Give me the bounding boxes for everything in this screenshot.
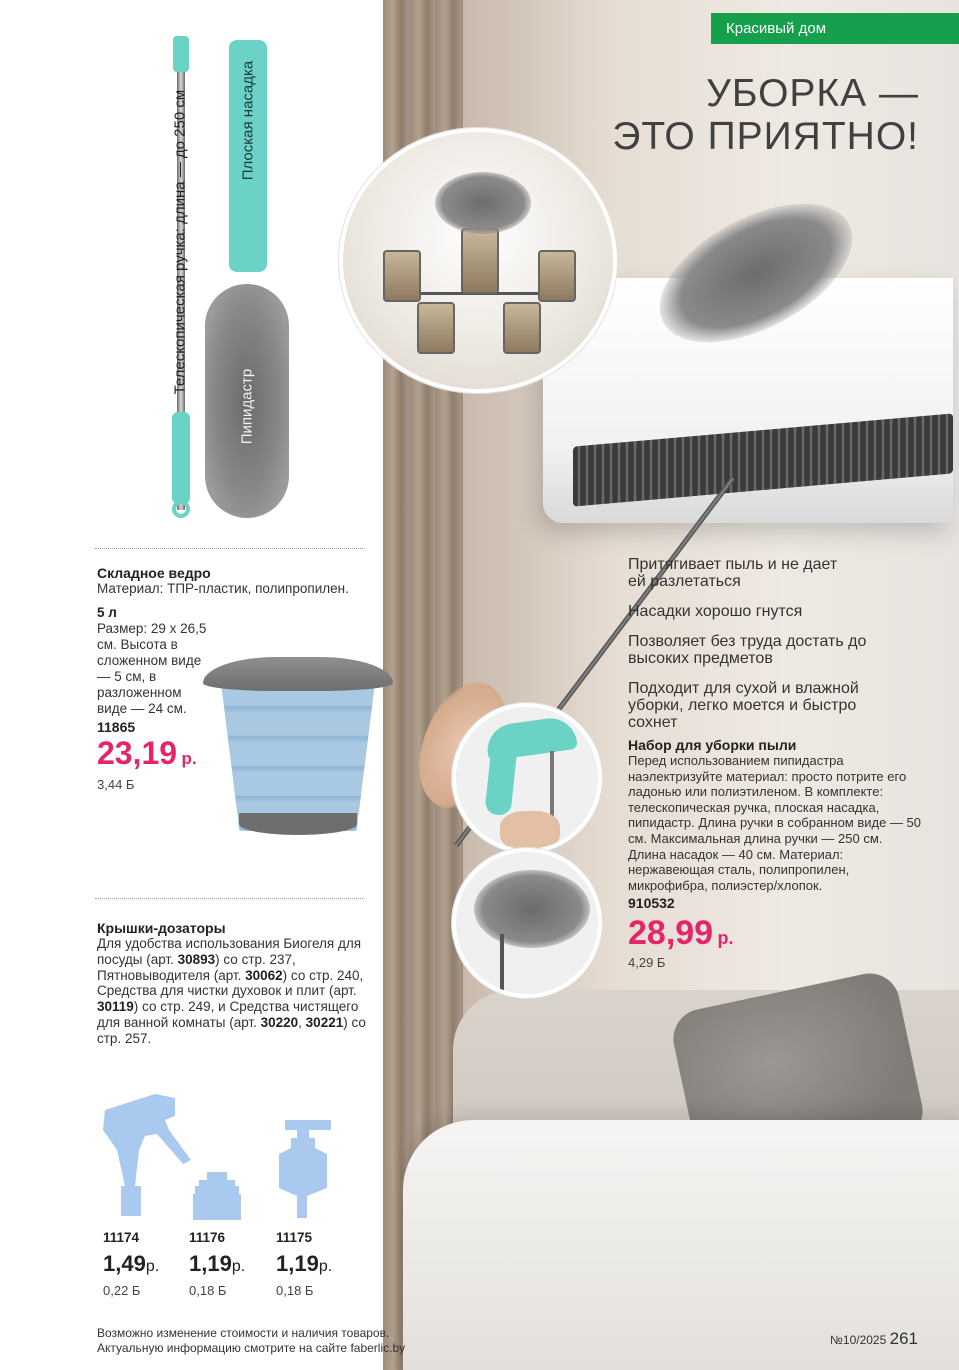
chandelier-lamp [538, 250, 576, 302]
divider [95, 898, 363, 899]
bucket-price-currency: р. [181, 749, 197, 768]
chandelier-lamp [417, 302, 455, 354]
bucket-material: Материал: ТПР-пластик, полипропилен. [97, 581, 349, 596]
bucket-points: 3,44 Б [97, 777, 135, 792]
kit-product [628, 737, 924, 970]
feature-list [628, 556, 938, 744]
bucket-image [203, 657, 393, 837]
page-title-line1: УБОРКА — [706, 72, 919, 115]
feature-item: Насадки хорошо гнутся [628, 603, 803, 620]
telescopic-handle-label: Телескопическая ручка: длина — до 250 см [171, 89, 189, 395]
cap-item-11174 [103, 1230, 159, 1298]
bucket-title: Складное ведро [97, 565, 211, 581]
footnote-line1: Возможно изменение стоимости и наличия товаров. [97, 1326, 390, 1340]
chandelier-lamp [383, 250, 421, 302]
cap-points: 0,18 Б [276, 1283, 314, 1298]
issue-number: №10/2025 [830, 1333, 887, 1347]
kit-price [628, 913, 924, 953]
page-title-line2: ЭТО ПРИЯТНО! [612, 115, 919, 158]
flip-cap-icon [191, 1170, 243, 1222]
feature-item: Притягивает пыль и не дает ей разлетаться [628, 556, 838, 590]
bucket-volume: 5 л [97, 605, 117, 620]
bucket-bottom [239, 813, 357, 835]
cap-code: 11174 [103, 1230, 140, 1245]
caps-title: Крышки-дозаторы [97, 920, 226, 936]
caps-product [97, 920, 367, 1047]
telescopic-handle-grip [172, 412, 190, 504]
category-tag[interactable]: Красивый дом [711, 13, 959, 44]
cap-points: 0,22 Б [103, 1283, 141, 1298]
cap-price: 1,19р. [276, 1251, 333, 1276]
kit-title: Набор для уборки пыли [628, 737, 797, 753]
bucket-body [221, 683, 375, 831]
footnote [97, 1326, 497, 1356]
cap-price: 1,49р. [103, 1251, 160, 1276]
grey-duster-photo [452, 848, 602, 998]
spray-trigger-icon [95, 1090, 195, 1218]
page-title [559, 72, 919, 158]
caps-description: Для удобства использования Биогеля для посуды (арт. 30893) со стр. 237, Пятновыводителя (арт. 30062) со стр. 240, Средства для чистки духовок и плит (арт. 30119) со стр. 249, и Средства чистящего для ванной комнаты (арт. 30220, 30221) со стр. 257. [97, 936, 366, 1046]
chandelier-duster [435, 172, 531, 234]
feature-item: Позволяет без труда достать до высоких предметов [628, 633, 867, 667]
cap-code: 11175 [276, 1230, 313, 1245]
kit-code: 910532 [628, 895, 675, 912]
pipidastr-label: Пипидастр [238, 368, 256, 445]
page-number [830, 1329, 918, 1349]
cap-points: 0,18 Б [189, 1283, 227, 1298]
kit-price-value: 28,99 [628, 914, 714, 953]
kit-description: Перед использованием пипидастра наэлектризуйте материал: просто потрите его ладонью или полиэтиленом. В комплекте: телескопическая ручка, плоская насадка, пипидастр. Длина ручки в собранном виде — 50 см. Максимальная длина ручки — 250 см. Длина насадок — 40 см. Материал: нержавеющая сталь, полипропилен, микрофибра, полиэстер/хлопок. [628, 753, 922, 893]
pump-dispenser-icon [275, 1118, 335, 1222]
feature-item: Подходит для сухой и влажной уборки, легко моется и быстро сохнет [628, 680, 859, 731]
bucket-price-value: 23,19 [97, 735, 178, 771]
kit-points: 4,29 Б [628, 955, 666, 971]
chandelier-photo [339, 128, 617, 393]
grey-duster-stick [500, 934, 504, 998]
telescopic-handle-ring [172, 500, 190, 518]
page-index: 261 [889, 1329, 918, 1348]
flat-pad-photo [452, 703, 602, 853]
chandelier-lamp [461, 228, 499, 294]
bucket-size: Размер: 29 x 26,5 см. Высота в сложенном виде — 5 см, в разложенном виде — 24 см. [97, 621, 207, 716]
grey-duster-image [474, 870, 590, 948]
bucket-code: 11865 [97, 719, 136, 735]
cap-price: 1,19р. [189, 1251, 246, 1276]
flat-pad-hand [500, 811, 560, 851]
kit-price-currency: р. [717, 928, 734, 949]
telescopic-handle-tip [173, 36, 189, 72]
cap-code: 11176 [189, 1230, 226, 1245]
footnote-line2[interactable]: Актуальную информацию смотрите на сайте faberlic.by [97, 1341, 406, 1355]
bucket-rim [203, 657, 393, 691]
chandelier-lamp [503, 302, 541, 354]
divider [95, 548, 363, 549]
cap-item-11176 [189, 1230, 245, 1298]
flat-pad-label: Плоская насадка [239, 60, 257, 181]
cap-item-11175 [276, 1230, 332, 1298]
